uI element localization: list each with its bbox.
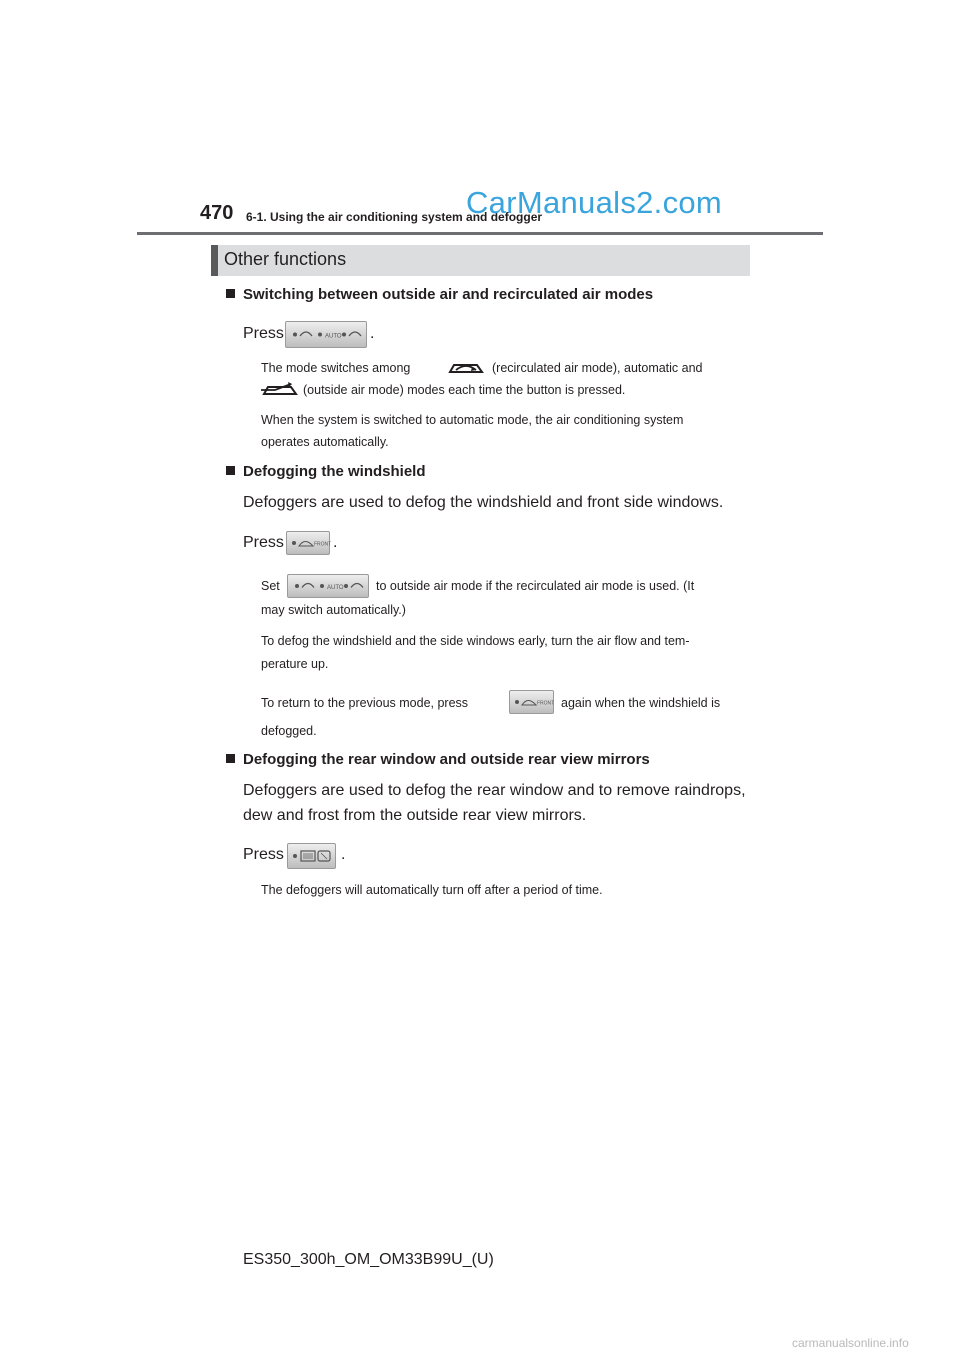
section-title: Other functions [224, 249, 347, 269]
square-bullet-icon [226, 289, 235, 298]
svg-text:AUTO: AUTO [325, 333, 342, 340]
svg-text:FRONT: FRONT [537, 700, 555, 707]
sub2-p3c: defogged. [261, 724, 317, 738]
outside-air-icon [261, 380, 299, 400]
sub2-p3b: again when the windshield is [561, 696, 721, 710]
watermark-bottom: carmanualsonline.info [792, 1336, 909, 1350]
air-mode-button-icon [285, 321, 367, 348]
sub1-heading: Switching between outside air and recirculated air modes [226, 286, 653, 303]
sub1-p1a: The mode switches among [261, 361, 411, 375]
svg-text:FRONT: FRONT [314, 541, 332, 548]
sub2-p3a: To return to the previous mode, press [261, 696, 469, 710]
sub2-p2b: perature up. [261, 657, 329, 671]
front-defogger-button-icon [286, 531, 330, 555]
sub1-p1c: (outside air mode) modes each time the button is pressed. [303, 383, 626, 397]
sub1-p1b: (recirculated air mode), automatic and [492, 361, 703, 375]
air-mode-button-icon [287, 574, 369, 598]
square-bullet-icon [226, 466, 235, 475]
watermark-top: CarManuals2.com [466, 185, 723, 220]
sub3-p1: The defoggers will automatically turn off after a period of time. [261, 883, 603, 897]
sub2-p1c: may switch automatically.) [261, 603, 406, 617]
chapter-title: 6-1. Using the air conditioning system and defogger [246, 210, 543, 224]
sub2-p1a: Set [261, 579, 280, 593]
sub3-press: Press [243, 846, 284, 863]
sub2-press: Press [243, 534, 284, 551]
footer-code: ES350_300h_OM_OM33B99U_(U) [243, 1251, 494, 1268]
sub3-line1: Defoggers are used to defog the rear window and to remove raindrops, [243, 782, 746, 799]
header-rule [137, 232, 823, 235]
sub2-line1: Defoggers are used to defog the windshield and front side windows. [243, 494, 724, 511]
sub2-p2a: To defog the windshield and the side windows early, turn the air flow and tem- [261, 634, 690, 648]
sub1-press: Press [243, 325, 284, 342]
sub3-line2: dew and frost from the outside rear view mirrors. [243, 807, 587, 824]
sub1-p2b: operates automatically. [261, 435, 389, 449]
sub3-heading: Defogging the rear window and outside rear view mirrors [226, 751, 650, 768]
front-defogger-button-icon [509, 690, 554, 714]
recirculated-air-icon [447, 358, 485, 378]
rear-defogger-button-icon [287, 843, 336, 869]
page-number: 470 [200, 202, 234, 224]
svg-text:AUTO: AUTO [327, 585, 344, 591]
square-bullet-icon [226, 754, 235, 763]
sub2-heading: Defogging the windshield [226, 463, 426, 480]
sub1-p2a: When the system is switched to automatic mode, the air conditioning system [261, 413, 684, 427]
sub2-p1b: to outside air mode if the recirculated air mode is used. (It [376, 579, 695, 593]
